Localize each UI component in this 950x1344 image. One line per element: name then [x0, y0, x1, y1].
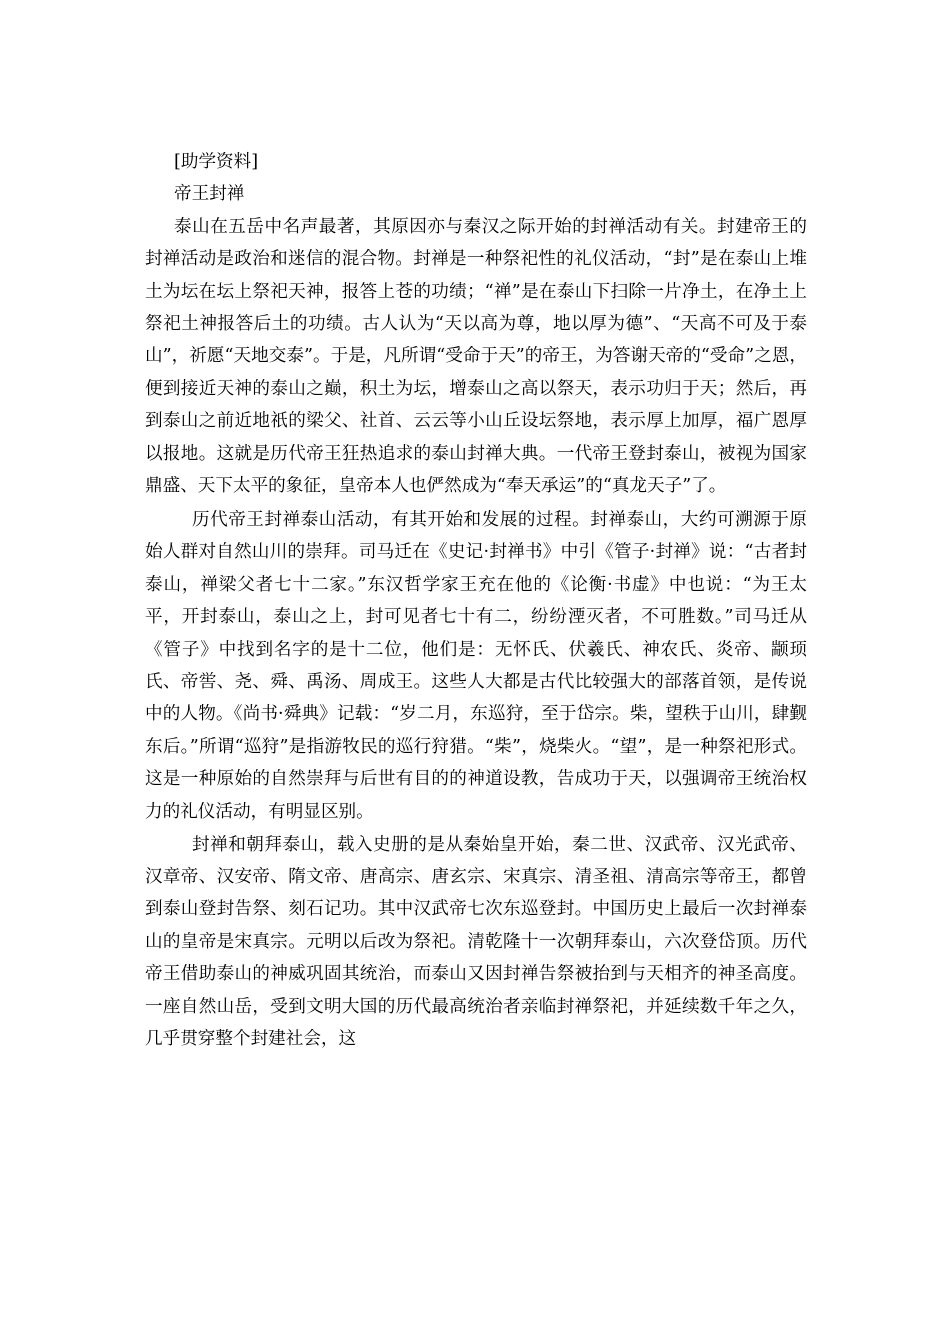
document-page: [145, 146, 807, 1055]
section-title: 帝王封禅: [174, 184, 245, 205]
paragraph-2: 历代帝王封禅泰山活动，有其开始和发展的过程。封禅泰山，大约可溯源于原始人群对自然山川的崇拜。司马迁在《史记·封禅书》中引《管子·封禅》说：“古者封泰山，禅梁父者七十二家。”东汉哲学家王充在他的《论衡·书虚》中也说：“为王太平，开封泰山，泰山之上，封可见者七十有二，纷纷湮灭者，不可胜数。”司马迁从《管子》中找到名字的是十二位，他们是：无怀氏、伏羲氏、神农氏、炎帝、颛顼氏、帝喾、尧、舜、禹汤、周成王。这些人大都是古代比较强大的部落首领，是传说中的人物。《尚书·舜典》记载：“岁二月，东巡狩，至于岱宗。柴，望秩于山川，肆觐东后。”所谓“巡狩”是指游牧民的巡行狩猎。“柴”，烧柴火。“望”，是一种祭祀形式。这是一种原始的自然崇拜与后世有目的的神道设教，告成功于天，以强调帝王统治权力的礼仪活动，有明显区别。: [145, 509, 807, 822]
paragraph-1: 泰山在五岳中名声最著，其原因亦与秦汉之际开始的封禅活动有关。封建帝王的封禅活动是政治和迷信的混合物。封禅是一种祭祀性的礼仪活动，“封”是在泰山上堆土为坛在坛上祭祀天神，报答上苍的功绩；“禅”是在泰山下扫除一片净土，在净土上祭祀土神报答后土的功绩。古人认为“天以高为尊，地以厚为德”、“天高不可及于泰山”，祈愿“天地交泰”。于是，凡所谓“受命于天”的帝王，为答谢天帝的“受命”之恩，便到接近天神的泰山之巅，积土为坛，增泰山之高以祭天，表示功归于天；然后，再到泰山之前近地祇的梁父、社首、云云等小山丘设坛祭地，表示厚上加厚，福广恩厚以报地。这就是历代帝王狂热追求的泰山封禅大典。一代帝王登封泰山，被视为国家鼎盛、天下太平的象征，皇帝本人也俨然成为“奉天承运”的“真龙天子”了。: [145, 216, 807, 497]
paragraph-3: 封禅和朝拜泰山，载入史册的是从秦始皇开始，秦二世、汉武帝、汉光武帝、汉章帝、汉安帝、隋文帝、唐高宗、唐玄宗、宋真宗、清圣祖、清高宗等帝王，都曾到泰山登封告祭、刻石记功。其中汉武帝七次东巡登封。中国历史上最后一次封禅泰山的皇帝是宋真宗。元明以后改为祭祀。清乾隆十一次朝拜泰山，六次登岱顶。历代帝王借助泰山的神威巩固其统治，而泰山又因封禅告祭被抬到与天相齐的神圣高度。一座自然山岳，受到文明大国的历代最高统治者亲临封禅祭祀，并延续数千年之久，几乎贯穿整个封建社会，这: [145, 834, 807, 1049]
section-label: [助学资料]: [174, 152, 259, 172]
